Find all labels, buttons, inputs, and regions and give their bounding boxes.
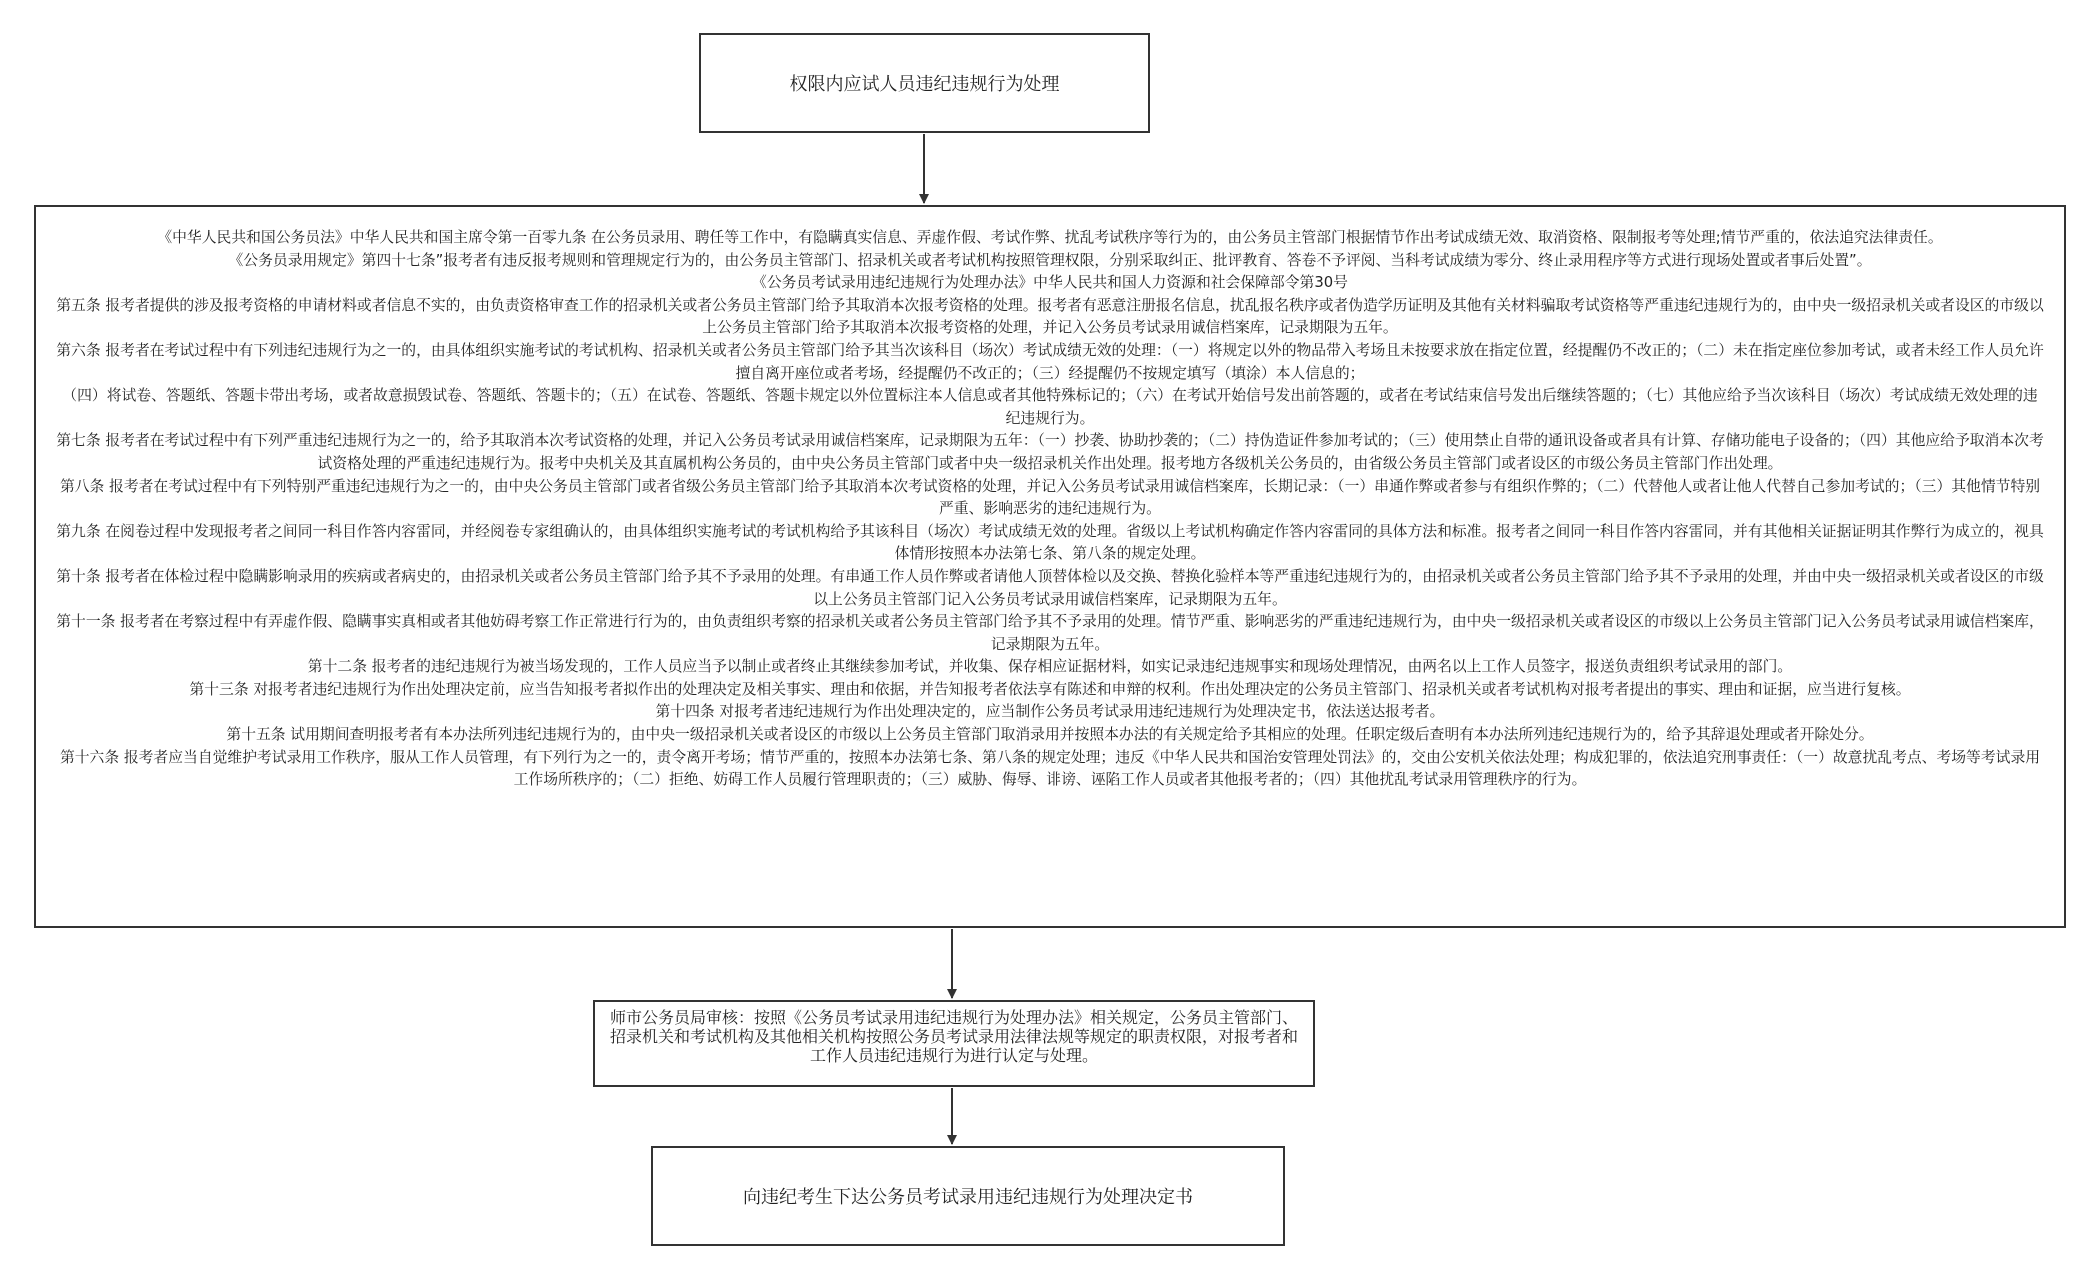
regulation-paragraph: 第十四条 对报考者违纪违规行为作出处理决定的，应当制作公务员考试录用违纪违规行为处理决定书，依法送达报考者。 (655, 703, 1445, 721)
top-process-text: 权限内应试人员违纪违规行为处理 (789, 74, 1060, 95)
top-process-box (699, 33, 1150, 133)
regulations-box (34, 205, 2066, 928)
regulation-paragraph: 《公务员录用规定》第四十七条”报考者有违反报考规则和管理规定行为的，由公务员主管部门、招录机关或者考试机构按照管理权限，分别采取纠正、批评教育、答卷不予评阅、当科考试成绩为零分、终止录用程序等方式进行现场处置或者事后处置”。 (228, 251, 1872, 269)
regulation-paragraph: 第五条 报考者提供的涉及报考资格的申请材料或者信息不实的，由负责资格审查工作的招录机关或者公务员主管部门给予其取消本次报考资格的处理。报考者有恶意注册报名信息，扰乱报名秩序或者伪造学历证明及其他有关材料骗取考试资格等严重违纪违规行为的，由中央一级招录机关或者设区的市级以上公务员主管部门给予其取消本次报考资格的处理，并记入公务员考试录用诚信档案库，记录期限为五年。 (56, 296, 2044, 337)
regulation-paragraph: 第八条 报考者在考试过程中有下列特别严重违纪违规行为之一的，由中央公务员主管部门或者省级公务员主管部门给予其取消本次考试资格的处理，并记入公务员考试录用诚信档案库，长期记录：（一）串通作弊或者参与有组织作弊的；（二）代替他人或者让他人代替自己参加考试的；（三）其他情节特别严重、影响恶劣的违纪违规行为。 (59, 477, 2041, 518)
regulation-paragraph: 第十一条 报考者在考察过程中有弄虚作假、隐瞒事实真相或者其他妨碍考察工作正常进行行为的，由负责组织考察的招录机关或者公务员主管部门给予其不予录用的处理。情节严重、影响恶劣的严重违纪违规行为，由中央一级招录机关或者设区的市级以上公务员主管部门记入公务员考试录用诚信档案库，记录期限为五年。 (56, 613, 2044, 653)
regulation-paragraph: 《中华人民共和国公务员法》中华人民共和国主席令第一百零九条 在公务员录用、聘任等工作中，有隐瞒真实信息、弄虚作假、考试作弊、扰乱考试秩序等行为的，由公务员主管部门根据情节作出考试成绩无效、取消资格、限制报考等处理;情节严重的，依法追究法律责任。 (157, 229, 1943, 246)
decision-text: 向违纪考生下达公务员考试录用违纪违规行为处理决定书 (743, 1187, 1193, 1208)
decision-box (651, 1146, 1285, 1246)
review-box (593, 1000, 1315, 1087)
regulation-paragraph: 第六条 报考者在考试过程中有下列违纪违规行为之一的，由具体组织实施考试的考试机构、招录机关或者公务员主管部门给予其当次该科目（场次）考试成绩无效的处理：（一）将规定以外的物品带入考场且未按要求放在指定位置，经提醒仍不改正的；（二）未在指定座位参加考试，或者未经工作人员允许擅自离开座位或者考场，经提醒仍不改正的；（三）经提醒仍不按规定填写（填涂）本人信息的； (56, 341, 2044, 382)
regulation-paragraph: 第十二条 报考者的违纪违规行为被当场发现的，工作人员应当予以制止或者终止其继续参加考试，并收集、保存相应证据材料，如实记录违纪违规事实和现场处理情况，由两名以上工作人员签字，报送负责组织考试录用的部门。 (307, 658, 1793, 676)
regulation-paragraph: 《公务员考试录用违纪违规行为处理办法》中华人民共和国人力资源和社会保障部令第30号 (752, 274, 1348, 292)
review-text: 师市公务员局审核：按照《公务员考试录用违纪违规行为处理办法》相关规定，公务员主管部门、招录机关和考试机构及其他相关机构按照公务员考试录用法律法规等规定的职责权限，对报考者和工作人员违纪违规行为进行认定与处理。 (609, 1008, 1298, 1065)
regulation-paragraph: 第十三条 对报考者违纪违规行为作出处理决定前，应当告知报考者拟作出的处理决定及相关事实、理由和依据，并告知报考者依法享有陈述和申辩的权利。作出处理决定的公务员主管部门、招录机关或者考试机构对报考者提出的事实、理由和证据，应当进行复核。 (189, 680, 1911, 698)
regulation-paragraph: （四）将试卷、答题纸、答题卡带出考场，或者故意损毁试卷、答题纸、答题卡的；（五）在试卷、答题纸、答题卡规定以外位置标注本人信息或者其他特殊标记的；（六）在考试开始信号发出前答题的，或者在考试结束信号发出后继续答题的；（七）其他应给予当次该科目（场次）考试成绩无效处理的违纪违规行为。 (62, 387, 2038, 427)
regulation-paragraph: 第九条 在阅卷过程中发现报考者之间同一科目作答内容雷同，并经阅卷专家组确认的，由具体组织实施考试的考试机构给予其该科目（场次）考试成绩无效的处理。省级以上考试机构确定作答内容雷同的具体方法和标准。报考者之间同一科目作答内容雷同，并有其他相关证据证明其作弊行为成立的，视具体情形按照本办法第七条、第八条的规定处理。 (56, 522, 2044, 563)
regulation-paragraph: 第十六条 报考者应当自觉维护考试录用工作秩序，服从工作人员管理，有下列行为之一的，责令离开考场；情节严重的，按照本办法第七条、第八条的规定处理；违反《中华人民共和国治安管理处罚法》的，交由公安机关依法处理；构成犯罪的，依法追究刑事责任：（一）故意扰乱考点、考场等考试录用工作场所秩序的；（二）拒绝、妨碍工作人员履行管理职责的；（三）威胁、侮辱、诽谤、诬陷工作人员或者其他报考者的；（四）其他扰乱考试录用管理秩序的行为。 (59, 748, 2041, 789)
regulation-paragraph: 第十五条 试用期间查明报考者有本办法所列违纪违规行为的，由中央一级招录机关或者设区的市级以上公务员主管部门取消录用并按照本办法的有关规定给予其相应的处理。任职定级后查明有本办法所列违纪违规行为的，给予其辞退处理或者开除处分。 (226, 726, 1874, 744)
regulation-paragraph: 第十条 报考者在体检过程中隐瞒影响录用的疾病或者病史的，由招录机关或者公务员主管部门给予其不予录用的处理。有串通工作人员作弊或者请他人顶替体检以及交换、替换化验样本等严重违纪违规行为的，由招录机关或者公务员主管部门给予其不予录用的处理，并由中央一级招录机关或者设区的市级以上公务员主管部门记入公务员考试录用诚信档案库，记录期限为五年。 (56, 567, 2044, 608)
regulation-paragraph: 第七条 报考者在考试过程中有下列严重违纪违规行为之一的，给予其取消本次考试资格的处理，并记入公务员考试录用诚信档案库，记录期限为五年：（一）抄袭、协助抄袭的；（二）持伪造证件参加考试的；（三）使用禁止自带的通讯设备或者具有计算、存储功能电子设备的；（四）其他应给予取消本次考试资格处理的严重违纪违规行为。报考中央机关及其直属机构公务员的，由中央公务员主管部门或者中央一级招录机关作出处理。报考地方各级机关公务员的，由省级公务员主管部门或者设区的市级公务员主管部门作出处理。 (56, 432, 2044, 472)
